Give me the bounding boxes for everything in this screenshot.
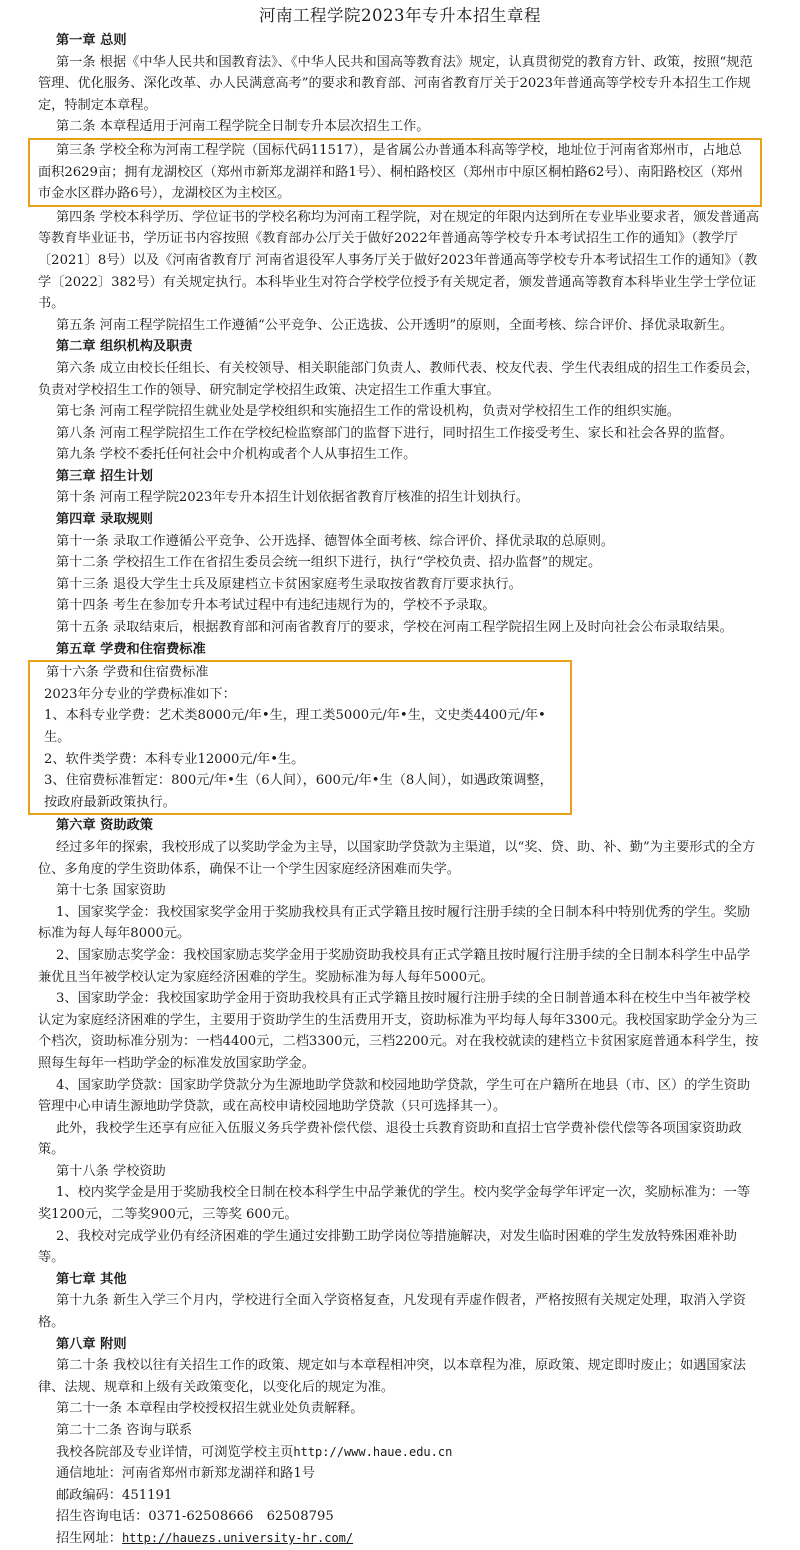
contact-info — [38, 1442, 762, 1550]
article-20: 第二十条 我校以往有关招生工作的政策、规定如与本章程相冲突，以本章程为准，原政策、规定即时废止；如遇国家法律、法规、规章和上级有关政策变化，以变化后的规定为准。 — [38, 1358, 746, 1395]
national-grant: 3、国家助学金：我校国家助学金用于资助我校具有正式学籍且按时履行注册手续的全日制普通本科在校生中当年被学校认定为家庭经济困难的学生，主要用于资助学生的生活费用开支，资助标准为平均每人每年3300元。我校国家助学金分为三个档次，资助标准分别为：一档4400元，二档3300元，三档2200元。对在我校就读的建档立卡贫困家庭普通本科学生，按照每生每年一档助学金的标准发放国家助学金。 — [38, 991, 759, 1071]
article-11: 第十一条 录取工作遵循公平竞争、公开选择、德智体全面考核、综合评价、择优录取的总原则。 — [56, 533, 615, 549]
postcode: 邮政编码：451191 — [56, 1487, 173, 1503]
article-1: 第一条 根据《中华人民共和国教育法》、《中华人民共和国高等教育法》规定，认真贯彻党的教育方针、政策，按照“规范管理、优化服务、深化改革、办人民满意高考”的要求和教育部、河南省教育厅关于2023年普通高等学校专升本招生工作规定，特制定本章程。 — [38, 54, 753, 113]
article-13: 第十三条 退役大学生士兵及原建档立卡贫困家庭考生录取按省教育厅要求执行。 — [56, 576, 522, 592]
article-7: 第七条 河南工程学院招生就业处是学校组织和实施招生工作的常设机构，负责对学校招生工作的组织实施。 — [56, 404, 681, 420]
article-4: 第四条 学校本科学历、学位证书的学校名称均为河南工程学院，对在规定的年限内达到所在专业毕业要求者，颁发普通高等教育毕业证书，学历证书内容按照《教育部办公厅关于做好2022年普通高等学校专升本考试招生工作的通知》（教学厅〔2021〕8号）以及《河南省教育厅 河南省退役军人事务厅关于做好2023年普通高等学校专升本考试招生工作的通知》（教学〔2022〕382号）有关规定执行。本科毕业生对符合学校学位授予有关规定者，颁发普通高等教育本科毕业生学士学位证书。 — [38, 209, 760, 312]
chapter-4-heading: 第四章 录取规则 — [56, 512, 153, 528]
admission-website-link[interactable]: http://hauezs.university-hr.com/ — [121, 1530, 354, 1545]
highlight-box-campus — [28, 138, 762, 207]
national-scholarship: 1、国家奖学金：我校国家奖学金用于奖励我校具有正式学籍且按时履行注册手续的全日制本科中特别优秀的学生。奖励标准为每人每年8000元。 — [38, 904, 751, 942]
website-prefix: 招生网址： — [56, 1530, 122, 1546]
chapter-7-heading: 第七章 其他 — [56, 1271, 127, 1287]
article-9: 第九条 学校不委托任何社会中介机构或者个人从事招生工作。 — [56, 447, 417, 463]
homepage-prefix: 我校各院部及专业详情，可浏览学校主页 — [56, 1444, 294, 1460]
fee-intro: 2023年分专业的学费标准如下： — [44, 686, 236, 702]
article-14: 第十四条 考生在参加专升本考试过程中有违纪违规行为的，学校不予录取。 — [56, 598, 496, 614]
article-18: 第十八条 学校资助 — [56, 1163, 166, 1179]
article-8: 第八条 河南工程学院招生工作在学校纪检监察部门的监督下进行，同时招生工作接受考生、家长和社会各界的监督。 — [56, 425, 733, 441]
fee-undergrad: 1、本科专业学费：艺术类8000元/年•生，理工类5000元/年•生，文史类4400元/年•生。 — [44, 708, 546, 745]
chapter-5-heading: 第五章 学费和住宿费标准 — [56, 641, 206, 657]
highlight-box-fees — [28, 660, 572, 815]
fee-accommodation: 3、住宿费标准暂定：800元/年•生（6人间），600元/年•生（8人间），如遇政策调整，按政府最新政策执行。 — [44, 773, 553, 810]
aid-intro: 经过多年的探索，我校形成了以奖助学金为主导，以国家助学贷款为主渠道，以“奖、贷、助、补、勤”为主要形式的全方位、多角度的学生资助体系，确保不让一个学生因家庭经济困难而失学。 — [38, 839, 756, 877]
document-title: 河南工程学院2023年专升本招生章程 — [259, 6, 541, 25]
chapter-6-heading: 第六章 资助政策 — [56, 818, 153, 834]
article-16: 第十六条 学费和住宿费标准 — [46, 665, 209, 681]
school-scholarship: 1、校内奖学金是用于奖励我校全日制在校本科学生中品学兼优的学生。校内奖学金每学年评定一次，奖励标准为：一等奖1200元，二等奖900元，三等奖 600元。 — [38, 1185, 751, 1223]
article-22: 第二十二条 咨询与联系 — [56, 1423, 193, 1438]
article-15: 第十五条 录取结束后，根据教育部和河南省教育厅的要求，学校在河南工程学院招生网上及时向社会公布录取结果。 — [56, 620, 733, 636]
article-5: 第五条 河南工程学院招生工作遵循“公平竞争、公正选拔、公开透明”的原则，全面考核、综合评价、择优录取新生。 — [56, 317, 734, 333]
article-2: 第二条 本章程适用于河南工程学院全日制专升本层次招生工作。 — [56, 119, 430, 135]
national-student-loan: 4、国家助学贷款：国家助学贷款分为生源地助学贷款和校园地助学贷款，学生可在户籍所在地县（市、区）的学生资助管理中心申请生源地助学贷款，或在高校申请校园地助学贷款（只可选择其一）。 — [38, 1077, 751, 1115]
chapter-8-heading: 第八章 附则 — [56, 1336, 127, 1352]
article-6: 第六条 成立由校长任组长、有关校领导、相关职能部门负责人、教师代表、校友代表、学生代表组成的招生工作委员会，负责对学校招生工作的领导、研究制定学校招生政策、决定招生工作重大事宜。 — [38, 360, 760, 398]
fee-software: 2、软件类学费：本科专业12000元/年•生。 — [44, 751, 305, 767]
article-3: 第三条 学校全称为河南工程学院（国标代码11517），是省属公办普通本科高等学校，地址位于河南省郑州市，占地总面积2629亩；拥有龙湖校区（郑州市新郑龙湖祥和路1号）、桐柏路校区（郑州市中原区桐柏路62号）、南阳路校区（郑州市金水区群办路6号），龙湖校区为主校区。 — [38, 142, 743, 202]
national-encouragement-scholarship: 2、国家励志奖学金：我校国家励志奖学金用于奖励资助我校具有正式学籍且按时履行注册手续的全日制本科学生中品学兼优且当年被学校认定为家庭经济困难的学生。奖励标准为每人每年5000元。 — [38, 947, 751, 985]
chapter-2-heading: 第二章 组织机构及职责 — [56, 339, 193, 355]
homepage-url: http://www.haue.edu.cn — [293, 1444, 453, 1459]
article-21: 第二十一条 本章程由学校授权招生就业处负责解释。 — [56, 1401, 364, 1417]
article-10: 第十条 河南工程学院2023年专升本招生计划依据省教育厅核准的招生计划执行。 — [56, 490, 529, 506]
article-12: 第十二条 学校招生工作在省招生委员会统一组织下进行，执行“学校负责、招办监督”的规定。 — [56, 555, 602, 571]
article-19: 第十九条 新生入学三个月内，学校进行全面入学资格复查，凡发现有弄虚作假者，严格按照有关规定处理，取消入学资格。 — [38, 1293, 746, 1331]
admission-phone: 招生咨询电话：0371-62508666 62508795 — [56, 1509, 334, 1525]
work-study-aid: 2、我校对完成学业仍有经济困难的学生通过安排勤工助学岗位等措施解决，对发生临时困难的学生发放特殊困难补助等。 — [38, 1228, 737, 1266]
chapter-3-heading: 第三章 招生计划 — [56, 468, 153, 484]
mailing-address: 通信地址：河南省郑州市新郑龙湖祥和路1号 — [56, 1466, 315, 1482]
school-homepage-line — [38, 1442, 762, 1464]
chapter-1-heading: 第一章 总则 — [56, 33, 127, 48]
article-17: 第十七条 国家资助 — [56, 883, 166, 899]
other-aid-policies: 此外，我校学生还享有应征入伍服义务兵学费补偿代偿、退役士兵教育资助和直招士官学费补偿代偿等各项国家资助政策。 — [38, 1120, 742, 1158]
admission-website-line — [38, 1528, 762, 1550]
